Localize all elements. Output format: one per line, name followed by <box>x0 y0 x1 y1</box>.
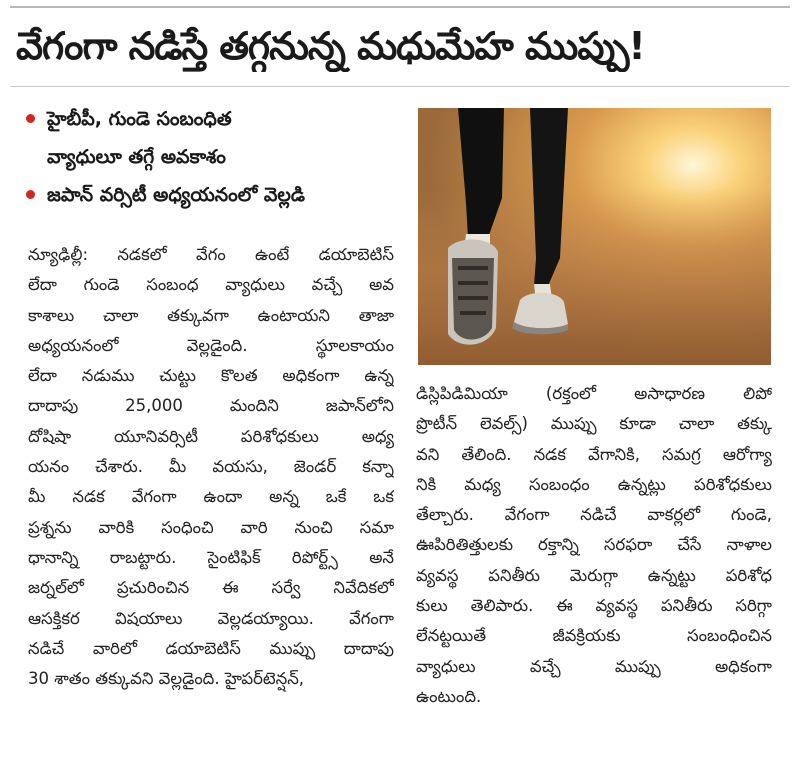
body-line: న్యూఢిల్లీ: నడకలో వేగం ఉంటే డయాబెటిస్ <box>28 245 394 264</box>
summary-bullets <box>26 100 396 214</box>
body-line: ఆసక్తికర విషయాలు వెల్లడయ్యాయి. వేగంగా <box>28 608 394 628</box>
body-line: యనం చేశారు. మీ వయసు, జెండర్ కన్నా <box>28 457 394 477</box>
body-line: వ్యాధులు వచ్చే ముప్పు అధికంగా <box>416 656 772 676</box>
headline-divider <box>10 86 790 87</box>
bullet-dot-icon <box>26 114 35 123</box>
walking-legs-photo <box>418 108 771 365</box>
body-line: కులు తెలిపారు. ఈ వ్యవస్థ పనితీరు సరిగ్గా <box>416 596 772 616</box>
body-column-right <box>416 379 772 712</box>
bullet-item <box>26 176 396 214</box>
headline: వేగంగా నడిస్తే తగ్గనున్న మధుమేహ ముప్పు! <box>16 24 645 68</box>
body-line: వ్యవస్థ పనితీరు మెరుగ్గా ఉన్నట్టు పరిశోధ <box>416 565 772 585</box>
body-column-left <box>28 240 394 694</box>
bullet-item <box>26 100 396 176</box>
body-line: ఊపిరితిత్తులకు రక్తాన్ని సరఫరా చేసే నాళాల <box>416 535 772 555</box>
body-line: దోషిషా యూనివర్సిటీ పరిశోధకులు అధ్య <box>28 426 394 446</box>
bullet-line: జపాన్ వర్సిటీ అధ్యయనంలో వెల్లడి <box>47 184 305 206</box>
top-rule <box>10 6 790 8</box>
body-line: లేదా నడుము చుట్టు కొలత అధికంగా ఉన్న <box>28 366 394 386</box>
body-line: ప్రశ్నను వారికి సంధించి వారి నుంచి సమా <box>28 517 394 537</box>
body-line: ధానాన్ని రాబట్టారు. సైంటిఫిక్ రిపోర్ట్స్ అనే <box>28 547 394 567</box>
body-line: జర్నల్‌లో ప్రచురించిన ఈ సర్వే నివేదికలో <box>28 578 394 598</box>
body-line: వని తేలింది. నడక వేగానికి, సమగ్ర ఆరోగ్యా <box>416 444 772 464</box>
body-line: నడిచే వారిలో డయాబెటిస్ ముప్పు దాదాపు <box>28 638 394 658</box>
body-line: లేదా గుండె సంబంధ వ్యాధులు వచ్చే అవ <box>28 275 394 295</box>
body-line: ప్రొటీన్ లెవల్స్) ముప్పు కూడా చాలా తక్కు <box>416 414 772 434</box>
body-line: ఉంటుంది. <box>416 686 482 706</box>
body-line: డిస్లిపిడిమియా (రక్తంలో అసాధారణ లిపో <box>416 384 772 403</box>
body-line: అధ్యయనంలో వెల్లడైంది. స్థూలకాయం <box>28 335 394 355</box>
body-line: లేనట్టయితే జీవక్రియకు సంబంధించిన <box>416 626 772 646</box>
bullet-line: వ్యాధులూ తగ్గే అవకాశం <box>47 146 226 168</box>
body-line: కాశాలు చాలా తక్కువగా ఉంటాయని తాజా <box>28 305 394 325</box>
body-line: తేల్చారు. వేగంగా నడిచే వాకర్లలో గుండె, <box>416 505 772 525</box>
bullet-line: హైబీపీ, గుండె సంబంధిత <box>47 108 232 130</box>
walking-photo-illustration <box>418 108 771 365</box>
body-line: నికి మధ్య సంబంధం ఉన్నట్లు పరిశోధకులు <box>416 474 772 494</box>
body-line: మీ నడక వేగంగా ఉందా అన్న ఒకే ఒక <box>28 487 394 507</box>
body-line: దాదాపు 25,000 మందిని జపాన్‌లోని <box>28 396 394 416</box>
bullet-dot-icon <box>26 190 35 199</box>
body-line: 30 శాతం తక్కువని వెల్లడైంది. హైపర్‌టెన్షన్, <box>28 669 305 689</box>
